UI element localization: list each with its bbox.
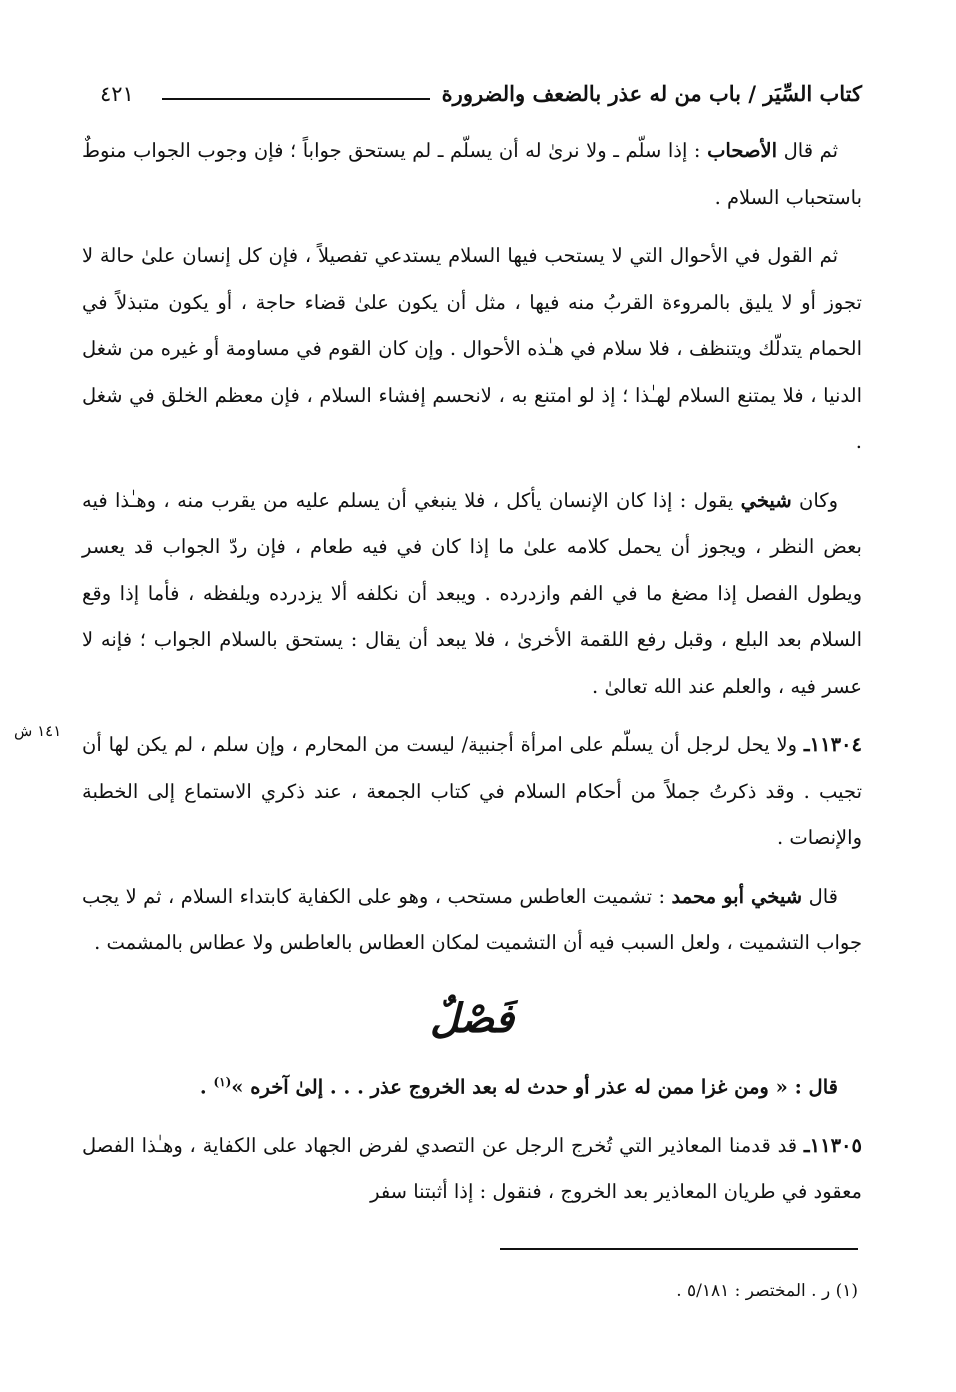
paragraph-1 xyxy=(82,128,862,221)
paragraph-3 xyxy=(82,478,862,711)
paragraph-4 xyxy=(82,722,862,862)
margin-note: ١٤١ ش xyxy=(14,722,62,740)
issue-number-11304: ١١٣٠٤ـ xyxy=(803,733,862,756)
p5-post: : تشميت العاطس مستحب ، وهو على الكفاية كابتداء السلام ، ثم لا يجب جواب التشميت ، ولعل السبب فيه أن التشميت لمكان العطاس بالعاطس ولا عطاس بالمشمت . xyxy=(82,884,862,954)
p1-keyword: الأصحاب xyxy=(707,139,778,162)
page-body xyxy=(82,128,862,1228)
p5-keyword: شيخي أبو محمد xyxy=(671,884,803,908)
p5-pre: قال xyxy=(802,884,839,908)
paragraph-6 xyxy=(82,1123,862,1216)
paragraph-5 xyxy=(82,874,862,967)
p3-pre: وكان xyxy=(791,488,838,512)
running-header xyxy=(100,76,862,116)
p1-post: : إذا سلّم ـ ولا نرىٰ له أن يسلّم ـ لم يستحق جواباً ؛ فإن وجوب الجواب منوطٌ باستحباب السلام . xyxy=(82,139,862,209)
p1-pre: ثم قال xyxy=(777,139,839,162)
footnote-ref: (١) xyxy=(213,1074,232,1089)
header-title: كتاب السِّيَر / باب من له عذر بالضعف والضرورة xyxy=(441,81,862,106)
page-number: ٤٢١ xyxy=(100,82,134,106)
p3-post: يقول : إذا كان الإنسان يأكل ، فلا ينبغي أن يسلم عليه من يقرب منه ، وهـٰذا فيه بعض النظر ، ويجوز أن يحمل كلامه علىٰ ما إذا كان في فيه طعام ، فإن ردّ الجواب قد يعسر ويطول الفصل إذا مضغ ما في الفم وازدرده . ويبعد أن نكلفه ألا يزدرده ويلفظه ، فأما إذا وقع السلام بعد البلع ، وقبل رفع اللقمة الأخرىٰ ، فلا يبعد أن يقال : يستحق بالسلام الجواب ؛ فإنه لا عسر فيه ، والعلم عند الله تعالىٰ . xyxy=(82,488,862,698)
footnote-rule xyxy=(500,1248,858,1250)
footnote: (١) ر . المختصر : ٥/١٨١ . xyxy=(676,1281,858,1301)
header-rule xyxy=(162,98,430,100)
p4-text: ولا يحل لرجل أن يسلّم على امرأة أجنبية/ ليست من المحارم ، وإن سلم ، لم يكن لها أن تجيب . وقد ذكرتُ جملاً من أحكام السلام في كتاب الجمعة ، عند ذكري الاستماع إلى الخطبة والإنصات . xyxy=(82,733,862,849)
qala-end: . xyxy=(199,1075,214,1098)
quoted-text xyxy=(82,1059,862,1111)
section-heading: فَصْلٌ xyxy=(429,994,515,1042)
p3-keyword: شيخي xyxy=(740,488,792,512)
p6-text: قد قدمنا المعاذير التي تُخرج الرجل عن التصدي لفرض الجهاد على الكفاية ، وهـٰذا الفصل معقود في طريان المعاذير بعد الخروج ، فنقول : إذا أثبتنا سفر xyxy=(82,1133,862,1203)
paragraph-2: ثم القول في الأحوال التي لا يستحب فيها السلام يستدعي تفصيلاً ، فإن كل إنسان علىٰ حالة لا تجوز أو لا يليق بالمروءة القربُ منه فيها ، مثل أن يكون علىٰ قضاء حاجة ، أو يكون متبذلاً في الحمام يتدلّك ويتنظف ، فلا سلام في هـٰذه الأحوال . وإن كان القوم في مساومة أو غيره من شغل الدنيا ، فلا يمتنع السلام لهـٰذا ؛ إذ لو امتنع به ، لانحسم إفشاء السلام ، فإن معظم الخلق في شغل . xyxy=(82,244,862,453)
issue-number-11305: ١١٣٠٥ـ xyxy=(803,1133,862,1157)
qala-text: قال : « ومن غزا ممن له عذر أو حدث له بعد الخروج عذر . . . إلىٰ آخره » xyxy=(231,1075,838,1098)
